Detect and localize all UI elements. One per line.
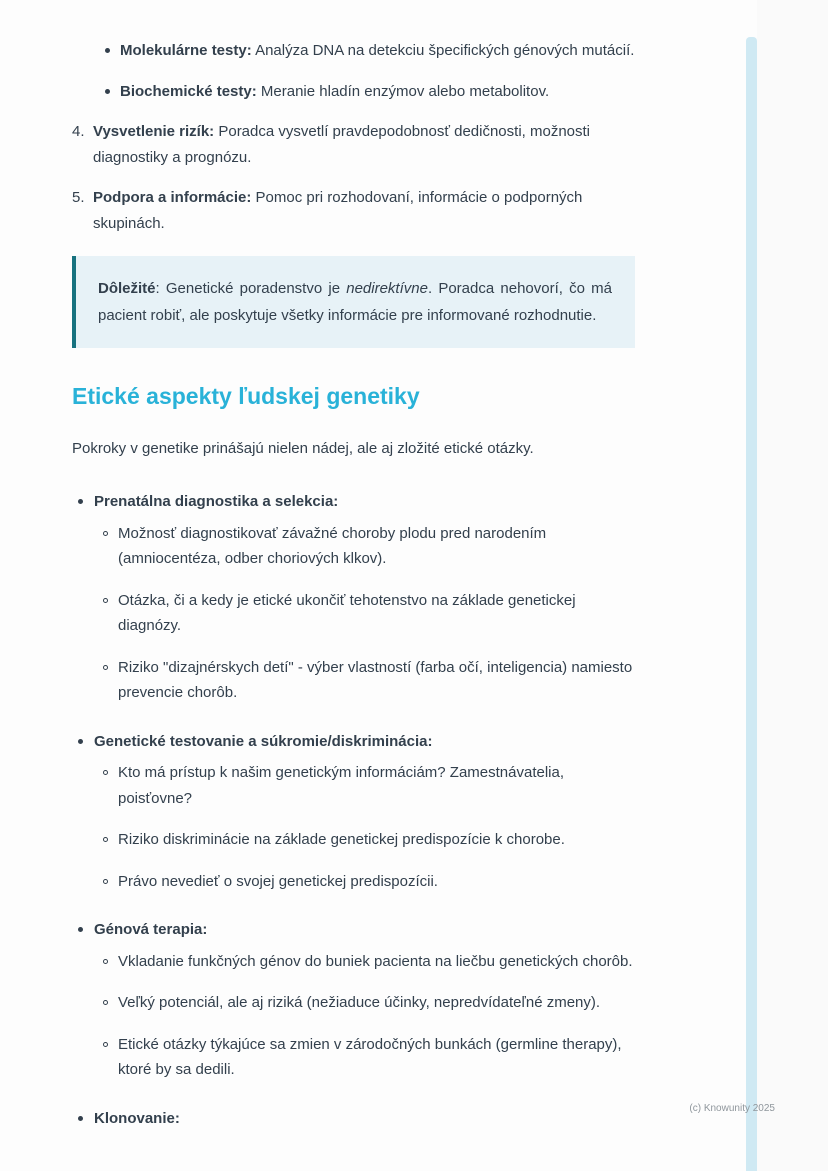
sub-item-text: Možnosť diagnostikovať závažné choroby plodu pred narodením (amniocentéza, odber choriových klkov). [118,524,547,568]
circle-icon [103,879,108,884]
ethics-list [78,489,635,1131]
item-label: Vysvetlenie rizík: [93,123,215,140]
bullet-icon [105,89,110,94]
scrollbar-track[interactable] [746,37,757,1171]
circle-icon [103,598,108,603]
circle-icon [103,1000,108,1005]
sub-list [103,949,635,1083]
item-label: Podpora a informácie: [93,189,252,206]
sub-item-text: Riziko diskriminácie na základe genetickej predispozície k chorobe. [118,831,565,849]
sub-item-text: Kto má prístup k našim genetickým informáciám? Zamestnávatelia, poisťovne? [118,764,565,807]
item-body: Meranie hladín enzýmov alebo metabolitov. [260,82,550,100]
list-item-text [120,38,635,64]
bullet-icon [78,499,83,504]
sub-item [103,990,635,1016]
bullet-marker [78,917,94,932]
bullet-icon [78,739,83,744]
circle-marker [103,949,118,964]
ethics-topic-label: Génová terapia: [94,921,208,939]
ethics-group [78,1106,635,1132]
sub-item [103,521,635,572]
page-right-gutter [757,0,828,1171]
sub-item [103,760,635,811]
list-item [78,1106,635,1132]
circle-marker [103,1032,118,1047]
bullet-marker [105,38,120,53]
circle-icon [103,770,108,775]
sub-item [103,827,635,853]
callout-text-before: : Genetické poradenstvo je [155,280,347,297]
circle-marker [103,588,118,603]
bullet-icon [78,927,83,932]
ethics-topic-label: Klonovanie: [94,1109,180,1127]
bullet-marker [78,729,94,744]
sub-item-text: Právo nevedieť o svojej genetickej predispozícii. [118,872,438,890]
item-body: Poradca vysvetlí pravdepodobnosť dedičnosti, možnosti diagnostiky a prognózu. [93,123,591,166]
item-number: 5. [72,189,85,206]
important-callout [72,256,635,348]
sub-item [103,1032,635,1083]
list-item-text [93,185,635,236]
list-item-text [93,119,635,170]
sub-item-text: Vkladanie funkčných génov do buniek pacienta na liečbu genetických chorôb. [118,952,633,970]
item-body: Pomoc pri rozhodovaní, informácie o podporných skupinách. [93,189,583,232]
item-number: 4. [72,123,85,140]
bullet-marker [105,79,120,94]
section-intro: Pokroky v genetike prinášajú nielen nádej, ale aj zložité etické otázky. [72,439,534,457]
callout-italic-word: nedirektívne [346,280,428,297]
numbered-item [72,185,635,236]
bullet-icon [78,1116,83,1121]
sub-item [103,869,635,895]
circle-marker [103,827,118,842]
ethics-group [78,729,635,895]
sub-item-text: Veľký potenciál, ale aj riziká (nežiaduce účinky, nepredvídateľné zmeny). [118,994,601,1012]
item-label: Biochemické testy: [120,82,257,100]
circle-marker [103,990,118,1005]
circle-icon [103,531,108,536]
bullet-icon [105,48,110,53]
sub-list [103,521,635,706]
item-body: Analýza DNA na detekciu špecifických génových mutácií. [255,42,635,59]
tests-bullet-list [105,38,635,104]
numbered-list [72,119,635,236]
bullet-marker [78,489,94,504]
document-content [72,38,635,1137]
circle-icon [103,665,108,670]
section-heading: Etické aspekty ľudskej genetiky [72,383,420,409]
circle-icon [103,837,108,842]
copyright-footer: (c) Knowunity 2025 [689,1103,775,1114]
circle-marker [103,521,118,536]
sub-item [103,655,635,706]
sub-list [103,760,635,894]
sub-item [103,949,635,975]
item-label: Molekulárne testy: [120,42,252,59]
callout-text-after: . Poradca nehovorí, čo má pacient robiť, ale poskytuje všetky informácie pre informované rozhodnutie. [98,280,612,324]
callout-label: Dôležité [98,280,156,297]
bullet-marker [78,1106,94,1121]
list-item [78,489,635,515]
circle-icon [103,1042,108,1047]
sub-item-text: Etické otázky týkajúce sa zmien v zárodočných bunkách (germline therapy), ktoré by sa dedili. [118,1035,622,1079]
list-item [78,729,635,755]
list-item-text [120,79,635,105]
circle-marker [103,655,118,670]
ethics-group [78,489,635,706]
ethics-group [78,917,635,1083]
list-item [105,79,635,105]
list-item [105,38,635,64]
numbered-item [72,119,635,170]
ethics-topic-label: Genetické testovanie a súkromie/diskriminácia: [94,732,433,750]
sub-item-text: Riziko "dizajnérskych detí" - výber vlastností (farba očí, inteligencia) namiesto prevencie chorôb. [118,658,633,702]
sub-item-text: Otázka, či a kedy je etické ukončiť tehotenstvo na základe genetickej diagnózy. [118,591,576,635]
circle-marker [103,869,118,884]
circle-icon [103,959,108,964]
circle-marker [103,760,118,775]
list-item [78,917,635,943]
sub-item [103,588,635,639]
ethics-topic-label: Prenatálna diagnostika a selekcia: [94,493,339,511]
